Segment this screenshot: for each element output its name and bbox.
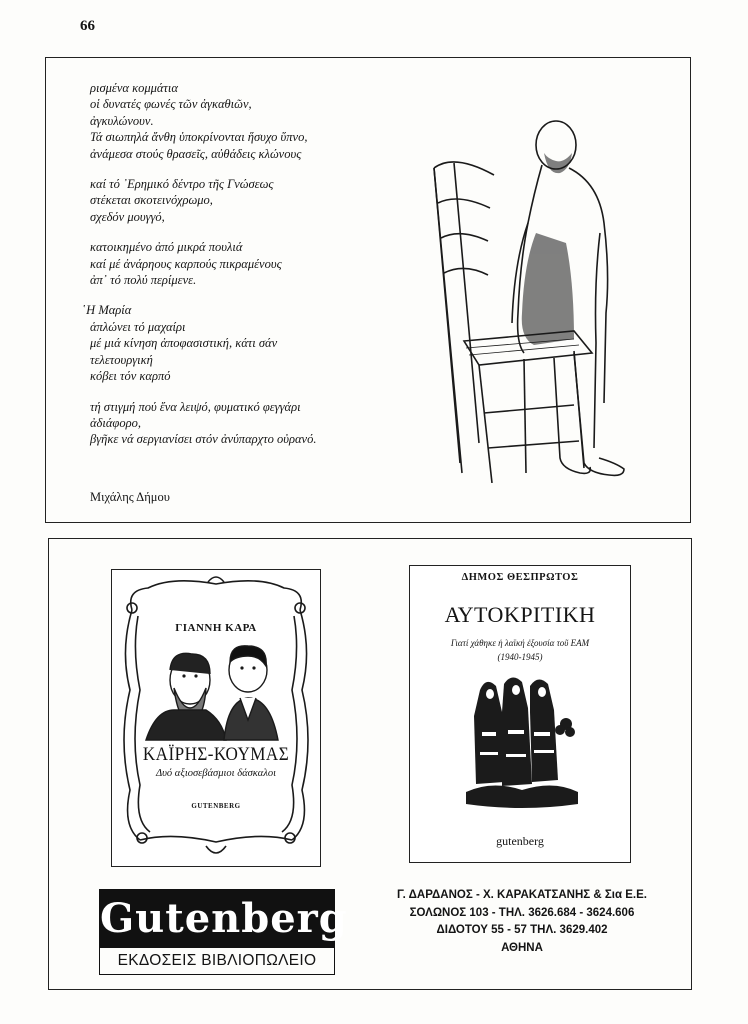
poem-line: καί μέ ἀνάρηους καρπούς πικραμένους bbox=[90, 256, 282, 271]
book-publisher: gutenberg bbox=[496, 834, 544, 848]
poem-stanza bbox=[82, 302, 430, 384]
book-subtitle: Γιατί χάθηκε ἡ λαϊκή ἐξουσία τοῦ ΕΑΜ bbox=[450, 638, 590, 648]
poem-line: στέκεται σκοτεινόχρωμο, bbox=[90, 193, 213, 208]
logo-wordmark: Gutenberg bbox=[100, 890, 334, 948]
book-author: ΔΗΜΟΣ ΘΕΣΠΡΩΤΟΣ bbox=[461, 572, 579, 583]
book-cover-autokritiki bbox=[409, 565, 631, 863]
poem-line: ἁπλώνει τό μαχαίρι bbox=[90, 319, 186, 334]
poem-line: ἀνάμεσα στούς θρασεῖς, αὐθάδεις κλώνους bbox=[90, 146, 302, 161]
book-subtitle: Δυό αξιοσεβάσμιοι δάσκαλοι bbox=[155, 768, 277, 779]
poem-author: Μιχάλης Δήμου bbox=[90, 490, 170, 504]
book-author: ΓΙΑΝΝΗ ΚΑΡΑ bbox=[175, 622, 257, 634]
poem-line: μέ μιά κίνηση ἀποφασιστική, κάτι σάν bbox=[90, 336, 278, 351]
contact-line: ΔΙΔΟΤΟΥ 55 - 57 ΤΗΛ. 3629.402 bbox=[436, 924, 608, 936]
book-cover-kairis-koumas bbox=[111, 569, 321, 867]
poem-line: κόβει τόν καρπό bbox=[90, 369, 171, 384]
poem-line: ἀγκυλώνουν. bbox=[90, 113, 154, 128]
poem-line: σχεδόν μουγγό, bbox=[90, 209, 165, 224]
logo-subtitle: ΕΚΔΟΣΕΙΣ ΒΙΒΛΙΟΠΩΛΕΙΟ bbox=[117, 952, 317, 969]
contact-line: Γ. ΔΑΡΔΑΝΟΣ - Χ. ΚΑΡΑΚΑΤΣΑΝΗΣ & Σια Ε.Ε. bbox=[397, 889, 647, 901]
three-women-woodcut-illustration bbox=[462, 672, 580, 812]
book-title: ΑΥΤΟΚΡΙΤΙΚΗ bbox=[444, 602, 596, 627]
poem-panel bbox=[45, 57, 691, 523]
poem-line: τή στιγμή πού ἕνα λειψό, φυματικό φεγγάρι bbox=[90, 399, 301, 414]
publisher-advertisement bbox=[48, 538, 692, 990]
chair-figure-illustration bbox=[424, 113, 634, 483]
poem-line: ῾Η Μαρία bbox=[82, 303, 132, 318]
contact-line: ΑΘΗΝΑ bbox=[501, 941, 543, 954]
poem-line: τελετουργική bbox=[90, 352, 153, 367]
book-years: (1940-1945) bbox=[497, 652, 543, 662]
ornamental-frame-illustration bbox=[112, 570, 320, 866]
book-publisher: GUTENBERG bbox=[191, 802, 241, 810]
poem-stanza bbox=[90, 399, 430, 448]
poem-line: οἱ δυνατές φωνές τῶν ἀγκαθιῶν, bbox=[90, 97, 252, 112]
poem-stanza bbox=[90, 80, 430, 162]
poem-line: ρισμένα κομμάτια bbox=[90, 81, 178, 95]
poem-line: ἀδιάφορο, bbox=[90, 415, 141, 430]
poem-line: κατοικημένο ἀπό μικρά πουλιά bbox=[90, 240, 243, 255]
publisher-contact bbox=[367, 887, 677, 957]
poem-stanza bbox=[90, 176, 430, 225]
contact-line: ΣΟΛΩΝΟΣ 103 - ΤΗΛ. 3626.684 - 3624.606 bbox=[409, 906, 635, 919]
gutenberg-logo bbox=[99, 889, 348, 975]
poem bbox=[82, 80, 430, 462]
poem-stanza bbox=[90, 239, 430, 288]
poem-line: ἀπ᾿ τό πολύ περίμενε. bbox=[90, 273, 197, 288]
page-number: 66 bbox=[80, 18, 95, 34]
poem-line: Τά σιωπηλά ἄνθη ὑποκρίνονται ἥσυχο ὕπνο, bbox=[90, 130, 308, 145]
poem-line: καί τό ᾿Ερημικό δέντρο τῆς Γνώσεως bbox=[90, 177, 274, 192]
book-title: ΚΑΪΡΗΣ-ΚΟΥΜΑΣ bbox=[142, 744, 290, 765]
poem-line: βγῆκε νά σεργιανίσει στόν ἀνύπαρχτο οὐρανό. bbox=[90, 432, 317, 447]
